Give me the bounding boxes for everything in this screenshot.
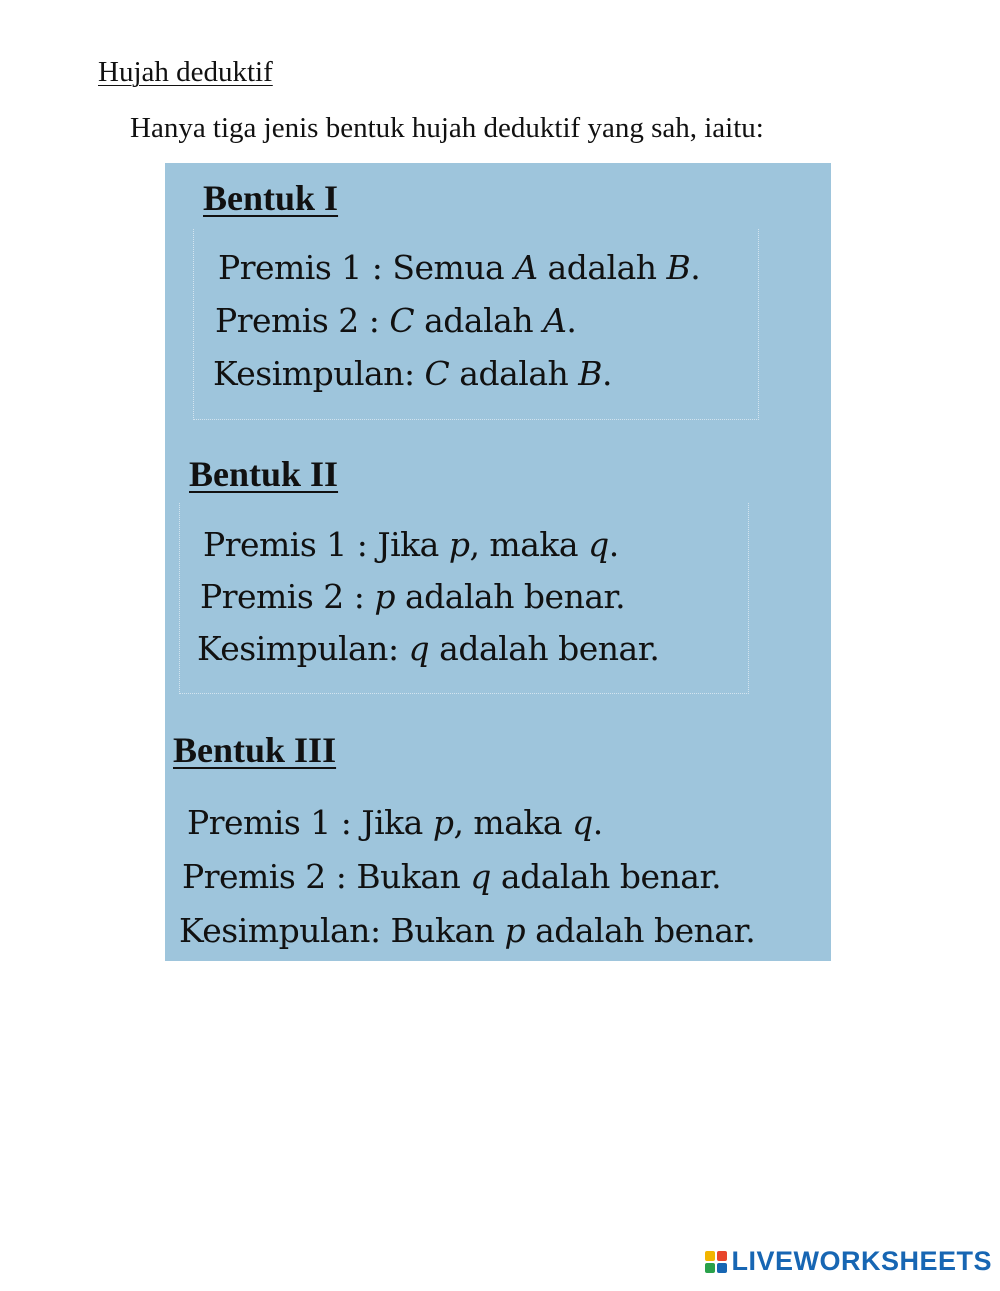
logo-tile-2 [717,1251,727,1261]
form-1-line-1: Premis 1 : Semua A adalah B. [218,248,701,287]
form-1-line-3: Kesimpulan: C adalah B. [213,354,612,393]
form-3-line-1: Premis 1 : Jika p, maka q. [187,803,603,842]
logo-text: LIVEWORKSHEETS [731,1246,992,1276]
logo-tile-4 [717,1263,727,1273]
deductive-forms-panel [165,163,831,961]
logo-tile-1 [705,1251,715,1261]
liveworksheets-logo-icon [705,1251,727,1273]
form-title-2: Bentuk II [189,454,339,494]
liveworksheets-logo [705,1246,992,1277]
form-2-line-2: Premis 2 : p adalah benar. [200,577,626,616]
form-2-line-3: Kesimpulan: q adalah benar. [197,629,660,668]
form-3-line-2: Premis 2 : Bukan q adalah benar. [182,857,722,896]
form-1-line-2: Premis 2 : C adalah A. [215,301,577,340]
form-2-line-1: Premis 1 : Jika p, maka q. [203,525,619,564]
page-heading: Hujah deduktif [98,56,273,88]
form-title-1: Bentuk I [203,178,339,218]
logo-tile-3 [705,1263,715,1273]
intro-text: Hanya tiga jenis bentuk hujah deduktif yang sah, iaitu: [130,112,764,144]
form-title-3: Bentuk III [173,730,337,770]
form-3-line-3: Kesimpulan: Bukan p adalah benar. [179,911,756,950]
